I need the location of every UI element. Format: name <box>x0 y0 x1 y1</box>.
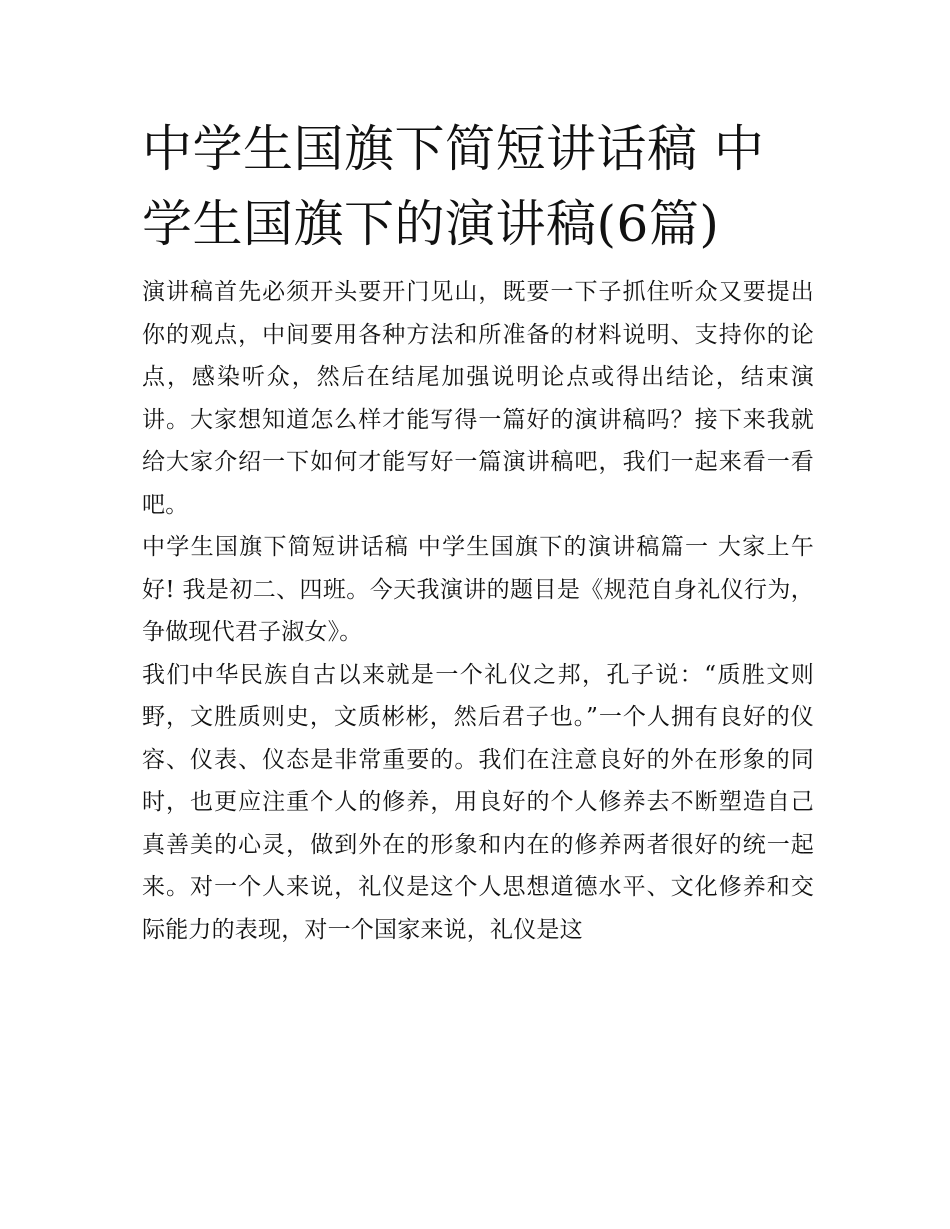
paragraph-speech-opening: 中学生国旗下简短讲话稿 中学生国旗下的演讲稿篇一 大家上午好! 我是初二、四班。今天我演讲的题目是《规范自身礼仪行为，争做现代君子淑女》。 <box>142 534 814 645</box>
paragraph-etiquette: 我们中华民族自古以来就是一个礼仪之邦，孔子说：“质胜文则野，文胜质则史，文质彬彬，然后君子也。”一个人拥有良好的仪容、仪表、仪态是非常重要的。我们在注意良好的外在形象的同时，也更应注重个人的修养，用良好的个人修养去不断塑造自己真善美的心灵，做到外在的形象和内在的修养两者很好的统一起来。对一个人来说，礼仪是这个人思想道德水平、文化修养和交际能力的表现，对一个国家来说，礼仪是这 <box>142 661 814 943</box>
paragraph-intro: 演讲稿首先必须开头要开门见山，既要一下子抓住听众又要提出你的观点，中间要用各种方法和所准备的材料说明、支持你的论点，感染听众，然后在结尾加强说明论点或得出结论，结束演讲。大家想知道怎么样才能写得一篇好的演讲稿吗？接下来我就给大家介绍一下如何才能写好一篇演讲稿吧，我们一起来看一看吧。 <box>142 279 814 518</box>
document-title: 中学生国旗下简短讲话稿 中学生国旗下的演讲稿(6篇) <box>142 120 765 253</box>
document-content <box>142 112 814 951</box>
